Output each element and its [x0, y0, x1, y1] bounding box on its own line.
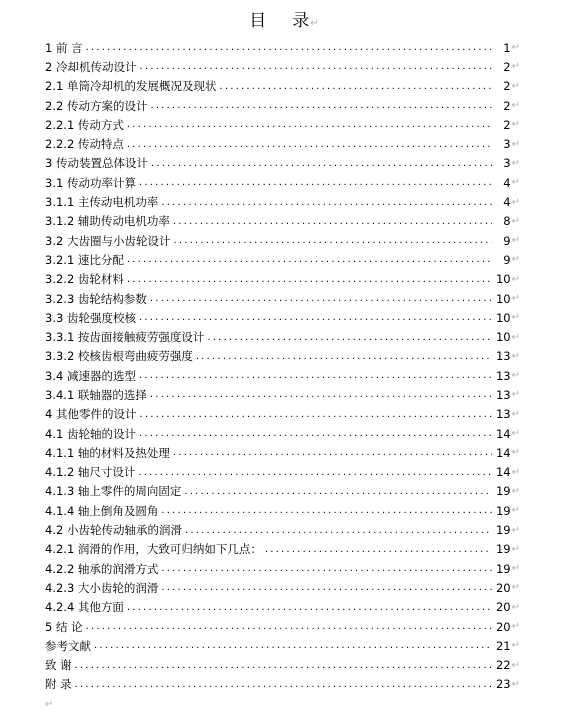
paragraph-mark-icon: ↵ [511, 389, 520, 401]
toc-entry-page-number: 4 [503, 175, 511, 190]
toc-entry-page-number: 20 [495, 600, 511, 615]
toc-entry-page-number: 13 [495, 407, 511, 422]
toc-entry-label: 附 录 [45, 677, 72, 692]
toc-entry-label: 3.2 大齿圈与小齿轮设计 [45, 233, 171, 248]
toc-leader-dots [161, 582, 491, 593]
paragraph-mark-icon: ↵ [511, 273, 520, 285]
paragraph-mark-icon: ↵ [511, 408, 520, 420]
paragraph-mark-icon: ↵ [511, 466, 520, 478]
toc-entry[interactable] [45, 482, 520, 501]
paragraph-mark-icon: ↵ [511, 524, 520, 536]
toc-entry-page-number: 19 [495, 484, 511, 499]
paragraph-mark-icon: ↵ [511, 42, 520, 54]
paragraph-mark-icon: ↵ [511, 331, 520, 343]
toc-leader-dots [161, 197, 491, 208]
toc-entry-label: 4.2 小齿轮传动轴承的润滑 [45, 523, 182, 538]
toc-leader-dots [173, 235, 491, 246]
toc-entry[interactable] [45, 347, 520, 366]
toc-leader-dots [265, 544, 492, 555]
toc-entry[interactable] [45, 308, 520, 327]
toc-entry-page-number: 2 [503, 98, 511, 113]
paragraph-mark-icon: ↵ [511, 640, 520, 652]
toc-entry-label: 3 传动装置总体设计 [45, 156, 148, 171]
toc-entry-page-number: 19 [495, 503, 511, 518]
toc-leader-dots [139, 177, 492, 188]
toc-entry-page-number: 9 [503, 233, 511, 248]
paragraph-mark-icon: ↵ [511, 485, 520, 497]
toc-entry-label: 3.2.3 齿轮结构参数 [45, 291, 147, 306]
toc-entry-page-number: 21 [495, 638, 511, 653]
paragraph-mark-icon: ↵ [511, 235, 520, 247]
toc-entry-label: 4.2.2 轴承的润滑方式 [45, 561, 159, 576]
toc-entry-page-number: 2 [503, 59, 511, 74]
toc-entry[interactable] [45, 77, 520, 96]
toc-entry-page-number: 8 [503, 214, 511, 229]
toc-leader-dots [161, 563, 491, 574]
toc-entry-label: 2.2.1 传动方式 [45, 117, 124, 132]
toc-leader-dots [173, 447, 492, 458]
toc-entry[interactable] [45, 385, 520, 404]
toc-entry[interactable] [45, 559, 520, 578]
toc-entry-label: 3.1.2 辅助传动电机功率 [45, 214, 170, 229]
toc-entry-page-number: 2 [503, 117, 511, 132]
toc-entry-label: 4.1.2 轴尺寸设计 [45, 465, 136, 480]
toc-entry-page-number: 10 [495, 310, 511, 325]
toc-leader-dots [139, 428, 492, 439]
paragraph-mark-icon: ↵ [511, 601, 520, 613]
toc-entry-page-number: 14 [495, 445, 511, 460]
paragraph-mark-icon: ↵ [511, 80, 520, 92]
toc-entry[interactable] [45, 424, 520, 443]
toc-entry-label: 4.1.1 轴的材料及热处理 [45, 445, 170, 460]
toc-entry[interactable] [45, 154, 520, 173]
toc-entry[interactable] [45, 250, 520, 269]
paragraph-mark-icon: ↵ [511, 312, 520, 324]
toc-entry-label: 4.2.4 其他方面 [45, 600, 124, 615]
toc-entry-page-number: 19 [495, 561, 511, 576]
title-char-2: 录 [292, 11, 310, 31]
toc-entry[interactable] [45, 636, 520, 655]
toc-entry-label: 4.1 齿轮轴的设计 [45, 426, 136, 441]
paragraph-mark-icon: ↵ [511, 350, 520, 362]
toc-entry-page-number: 3 [503, 156, 511, 171]
paragraph-mark-icon: ↵ [511, 196, 520, 208]
toc-entry[interactable] [45, 520, 520, 539]
toc-entry[interactable] [45, 443, 520, 462]
toc-entry-label: 4.2.3 大小齿轮的润滑 [45, 580, 159, 595]
toc-leader-dots [139, 61, 491, 72]
paragraph-mark-icon: ↵ [511, 428, 520, 440]
toc-leader-dots [86, 42, 492, 53]
toc-leader-dots [219, 81, 491, 92]
paragraph-mark-icon: ↵ [511, 138, 520, 150]
paragraph-mark-icon: ↵ [511, 177, 520, 189]
toc-leader-dots [138, 467, 491, 478]
toc-entry-page-number: 10 [495, 330, 511, 345]
toc-leader-dots [86, 621, 492, 632]
toc-leader-dots [196, 351, 492, 362]
paragraph-mark-icon: ↵ [511, 678, 520, 690]
title-char-1: 目 [249, 11, 267, 31]
toc-entry-label: 致 谢 [45, 658, 72, 673]
paragraph-mark-icon: ↵ [511, 582, 520, 594]
toc-leader-dots [127, 119, 492, 130]
paragraph-mark-icon: ↵ [511, 543, 520, 555]
paragraph-mark-icon: ↵ [511, 61, 520, 73]
paragraph-mark-icon: ↵ [511, 100, 520, 112]
toc-leader-dots [151, 158, 492, 169]
toc-entry-page-number: 9 [503, 252, 511, 267]
toc-entry[interactable] [45, 540, 520, 559]
toc-entry-page-number: 13 [495, 349, 511, 364]
toc-entry-page-number: 4 [503, 195, 511, 210]
toc-entry[interactable] [45, 289, 520, 308]
toc-entry[interactable] [45, 231, 520, 250]
toc-entry[interactable] [45, 192, 520, 211]
toc-entry-page-number: 20 [495, 619, 511, 634]
toc-entry[interactable] [45, 501, 520, 520]
toc-entry-label: 3.1.1 主传动电机功率 [45, 195, 159, 210]
toc-entry[interactable] [45, 134, 520, 153]
toc-entry-label: 3.4 减速器的选型 [45, 368, 136, 383]
toc-entry[interactable] [45, 270, 520, 289]
table-of-contents [45, 38, 520, 694]
toc-entry-label: 3.3.1 按齿面接触疲劳强度设计 [45, 330, 205, 345]
toc-entry-page-number: 20 [495, 580, 511, 595]
toc-entry-page-number: 14 [495, 426, 511, 441]
paragraph-mark-icon: ↵ [511, 621, 520, 633]
paragraph-mark-icon: ↵ [511, 447, 520, 459]
toc-entry-page-number: 19 [495, 523, 511, 538]
toc-leader-dots [139, 312, 492, 323]
toc-leader-dots [75, 660, 492, 671]
toc-leader-dots [207, 332, 491, 343]
toc-entry-page-number: 23 [495, 677, 511, 692]
toc-entry-page-number: 13 [495, 387, 511, 402]
toc-entry-label: 2 冷却机传动设计 [45, 59, 137, 74]
toc-entry-label: 4.1.3 轴上零件的周向固定 [45, 484, 182, 499]
toc-entry-label: 2.1 单筒冷却机的发展概况及现状 [45, 79, 217, 94]
toc-entry[interactable] [45, 96, 520, 115]
toc-entry-label: 3.3 齿轮强度校核 [45, 310, 136, 325]
toc-leader-dots [75, 679, 492, 690]
toc-leader-dots [127, 139, 492, 150]
toc-entry-label: 4.2.1 润滑的作用，大致可归纳如下几点： [45, 542, 262, 557]
toc-leader-dots [127, 602, 492, 613]
toc-entry-page-number: 14 [495, 465, 511, 480]
toc-leader-dots [127, 254, 492, 265]
toc-entry-label: 3.2.2 齿轮材料 [45, 272, 124, 287]
paragraph-mark-icon: ↵ [511, 659, 520, 671]
toc-entry-page-number: 10 [495, 272, 511, 287]
paragraph-mark-icon: ↵ [310, 18, 319, 29]
toc-leader-dots [150, 293, 492, 304]
toc-entry-page-number: 1 [503, 40, 511, 55]
toc-entry[interactable] [45, 115, 520, 134]
toc-leader-dots [127, 274, 492, 285]
toc-leader-dots [161, 505, 491, 516]
toc-entry[interactable] [45, 212, 520, 231]
toc-entry[interactable] [45, 173, 520, 192]
toc-entry-page-number: 2 [503, 79, 511, 94]
toc-entry[interactable] [45, 38, 520, 57]
paragraph-mark-icon: ↵ [511, 254, 520, 266]
toc-entry-page-number: 3 [503, 137, 511, 152]
toc-entry-label: 4 其他零件的设计 [45, 407, 137, 422]
toc-leader-dots [173, 216, 492, 227]
paragraph-mark-icon: ↵ [511, 215, 520, 227]
toc-entry-label: 3.4.1 联轴器的选择 [45, 387, 147, 402]
toc-entry-page-number: 10 [495, 291, 511, 306]
paragraph-mark-icon: ↵ [511, 293, 520, 304]
toc-entry[interactable] [45, 405, 520, 424]
toc-leader-dots [139, 409, 491, 420]
paragraph-mark-icon: ↵ [511, 505, 520, 517]
toc-entry-label: 2.2.2 传动特点 [45, 137, 124, 152]
page-title [0, 6, 568, 31]
toc-leader-dots [94, 640, 492, 651]
toc-entry-label: 1 前 言 [45, 40, 83, 55]
toc-entry-page-number: 22 [495, 658, 511, 673]
toc-entry[interactable] [45, 327, 520, 346]
toc-entry[interactable] [45, 463, 520, 482]
toc-entry[interactable] [45, 578, 520, 597]
toc-leader-dots [150, 389, 492, 400]
paragraph-mark-icon: ↵ [511, 157, 520, 169]
toc-entry-label: 3.3.2 校核齿根弯曲疲劳强度 [45, 349, 193, 364]
toc-entry-label: 5 结 论 [45, 619, 83, 634]
toc-entry-label: 3.1 传动功率计算 [45, 175, 136, 190]
paragraph-mark-icon: ↵ [511, 370, 520, 382]
toc-entry-label: 2.2 传动方案的设计 [45, 98, 148, 113]
paragraph-mark-icon: ↵ [511, 119, 520, 131]
paragraph-mark-icon: ↵ [45, 699, 54, 710]
toc-leader-dots [150, 100, 491, 111]
toc-entry-page-number: 13 [495, 368, 511, 383]
toc-entry[interactable] [45, 617, 520, 636]
toc-entry[interactable] [45, 675, 520, 694]
toc-leader-dots [139, 370, 492, 381]
toc-entry[interactable] [45, 598, 520, 617]
toc-leader-dots [185, 525, 492, 536]
toc-entry-label: 4.1.4 轴上倒角及圆角 [45, 503, 159, 518]
toc-leader-dots [184, 486, 491, 497]
toc-entry[interactable] [45, 57, 520, 76]
toc-entry-page-number: 19 [495, 542, 511, 557]
toc-entry[interactable] [45, 656, 520, 675]
toc-entry-label: 参考文献 [45, 638, 91, 653]
paragraph-mark-icon: ↵ [511, 563, 520, 575]
toc-entry[interactable] [45, 366, 520, 385]
toc-entry-label: 3.2.1 速比分配 [45, 252, 124, 267]
